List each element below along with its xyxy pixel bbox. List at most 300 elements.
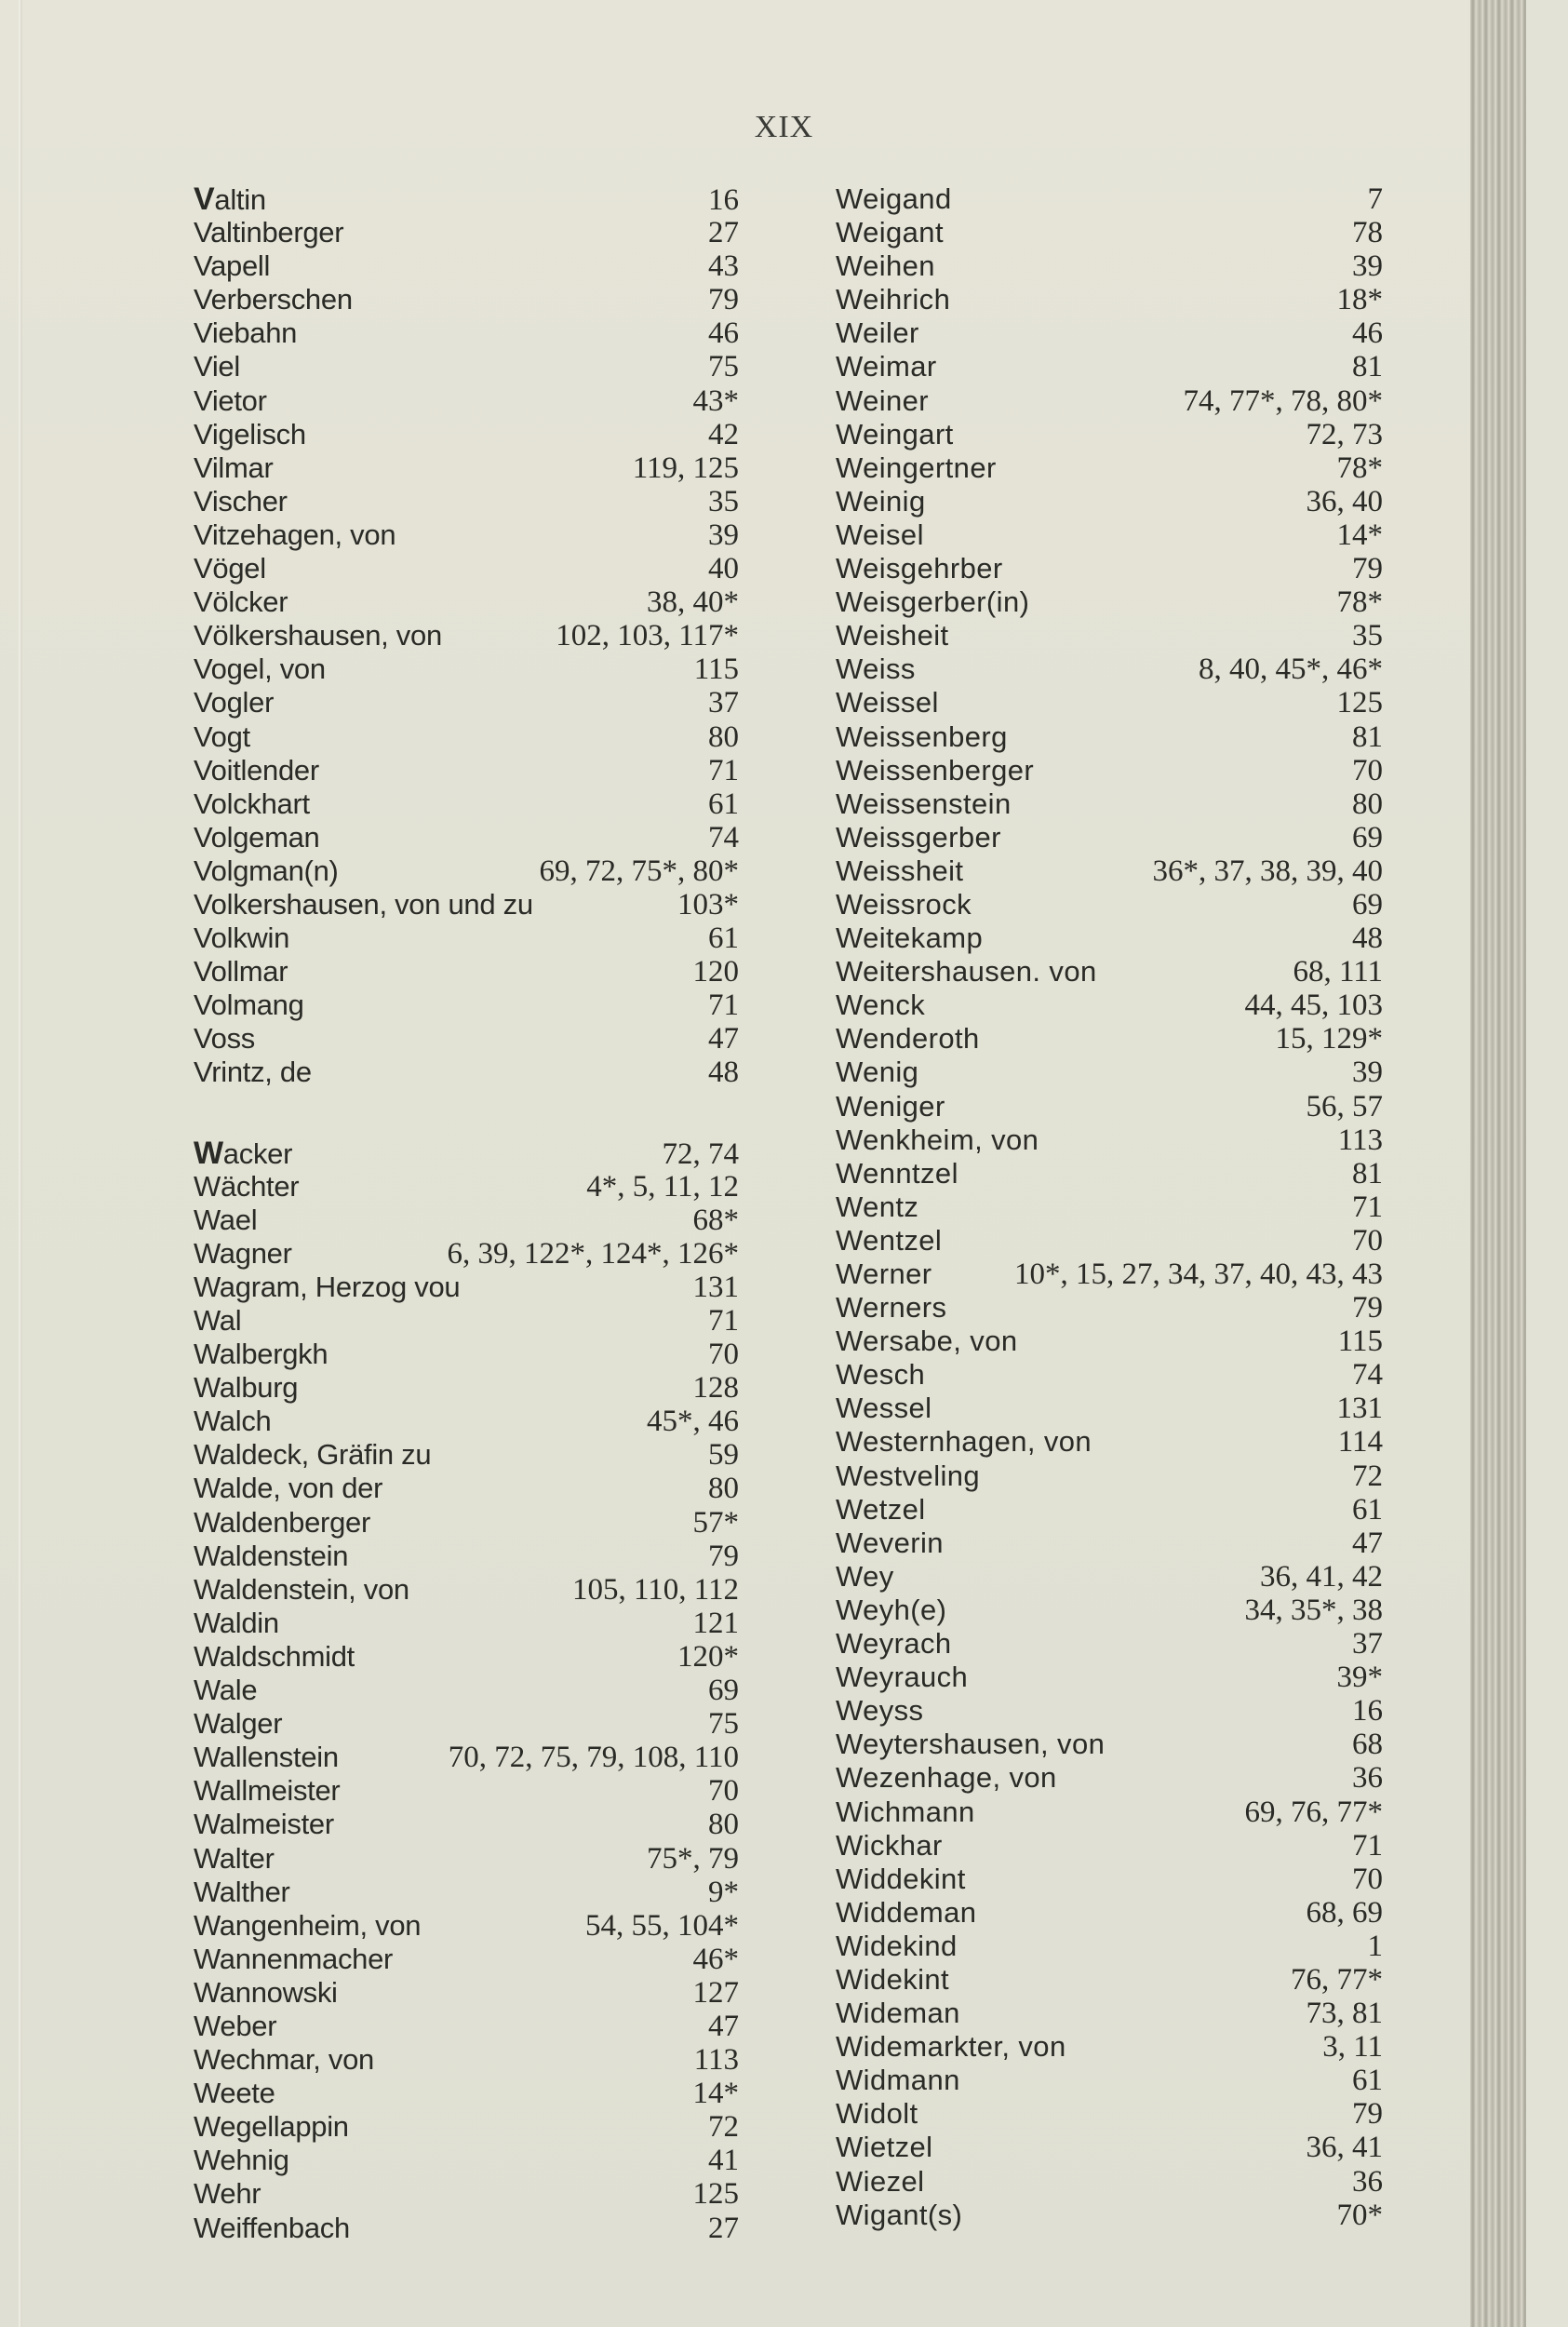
entry-pages: 39* (1336, 1661, 1383, 1695)
entry-pages: 78* (1336, 451, 1383, 485)
entry-name: Weigand (836, 182, 952, 215)
entry-name: Wichmann (836, 1795, 975, 1828)
entry-name: Weissenstein (836, 787, 1012, 820)
entry-name: Volgman(n) (194, 854, 339, 887)
entry-name: Weisel (836, 518, 924, 551)
entry-name: Waldin (194, 1606, 279, 1639)
entry-pages: 113 (1337, 1123, 1383, 1157)
entry-name: Wagner (194, 1236, 292, 1270)
entry-pages: 9* (708, 1875, 739, 1909)
entry-name: Weitekamp (836, 921, 984, 955)
entry-pages: 71 (708, 989, 739, 1023)
index-entry (194, 1237, 739, 1271)
entry-name: Weissheit (836, 854, 964, 887)
index-entry (194, 619, 739, 652)
entry-name: Wideman (836, 1997, 960, 2030)
entry-pages: 80 (1352, 787, 1383, 821)
entry-name: Wallmeister (194, 1774, 341, 1808)
entry-name: Wiezel (836, 2164, 925, 2198)
entry-pages: 48 (708, 1056, 739, 1090)
index-entry (836, 485, 1383, 518)
index-entry (836, 384, 1383, 418)
index-entry (194, 854, 739, 888)
entry-pages: 37 (1352, 1627, 1383, 1661)
index-entry (194, 787, 739, 821)
entry-pages: 79 (708, 283, 739, 317)
entry-name: Wael (194, 1203, 258, 1236)
entry-pages: 74, 77*, 78, 80* (1183, 383, 1383, 418)
entry-pages: 36, 41, 42 (1260, 1559, 1383, 1594)
index-column-left (194, 182, 739, 2245)
entry-name: Wey (836, 1559, 894, 1593)
entry-name: Wersabe, von (836, 1325, 1018, 1358)
index-entry (194, 1842, 739, 1876)
index-entry (194, 1674, 739, 1707)
index-entry (194, 1405, 739, 1438)
entry-pages: 36 (1352, 2164, 1383, 2199)
entry-name: Volckhart (194, 787, 310, 820)
index-entry (836, 1090, 1383, 1123)
index-entry (194, 989, 739, 1022)
index-entry (836, 585, 1383, 619)
index-entry (194, 821, 739, 854)
entry-name: Voss (194, 1022, 256, 1056)
entry-pages: 44, 45, 103 (1244, 989, 1383, 1023)
entry-pages: 73, 81 (1306, 1997, 1383, 2031)
entry-name: Wannowski (194, 1975, 338, 2009)
index-entry (836, 989, 1383, 1022)
entry-pages: 69, 76, 77* (1244, 1795, 1383, 1829)
index-entry (194, 1909, 739, 1943)
index-entry (194, 1304, 739, 1338)
index-entry (194, 1438, 739, 1472)
index-entry (836, 1527, 1383, 1560)
entry-name: Wenderoth (836, 1022, 980, 1056)
entry-pages: 125 (1336, 686, 1383, 720)
index-entry (836, 652, 1383, 686)
index-entry (836, 854, 1383, 888)
index-entry (194, 249, 739, 283)
index-entry (194, 1137, 739, 1170)
entry-name: Widekind (836, 1929, 958, 1962)
index-entry (836, 283, 1383, 316)
entry-name: Walther (194, 1875, 290, 1908)
index-entry (836, 821, 1383, 854)
entry-pages: 79 (1352, 1291, 1383, 1325)
entry-pages: 71 (708, 1304, 739, 1338)
entry-name: Weverin (836, 1526, 944, 1559)
entry-pages: 27 (708, 216, 739, 250)
entry-pages: 68 (1352, 1728, 1383, 1762)
entry-pages: 75*, 79 (647, 1841, 739, 1876)
entry-name: Viel (194, 350, 240, 383)
entry-pages: 16 (1352, 1694, 1383, 1728)
entry-pages: 41 (708, 2144, 739, 2178)
entry-pages: 115 (693, 652, 739, 687)
entry-name: Weber (194, 2009, 277, 2042)
index-entry (836, 1694, 1383, 1728)
entry-pages: 46 (1352, 316, 1383, 351)
entry-name: Volkershausen, von und zu (194, 887, 533, 921)
index-entry (194, 216, 739, 249)
entry-name: Weyrach (836, 1627, 952, 1661)
index-entry (836, 2131, 1383, 2164)
entry-pages: 36 (1352, 1761, 1383, 1796)
index-entry (194, 552, 739, 585)
entry-pages: 37 (708, 686, 739, 720)
entry-name: Walch (194, 1405, 272, 1438)
entry-name: Vrintz, de (194, 1056, 312, 1089)
index-entry (836, 552, 1383, 585)
entry-name: Widdeman (836, 1895, 977, 1929)
entry-pages: 39 (1352, 1056, 1383, 1090)
index-entry (194, 1943, 739, 1976)
entry-pages: 70, 72, 75, 79, 108, 110 (448, 1741, 739, 1775)
entry-name: Weissrock (836, 887, 972, 921)
entry-pages: 39 (1352, 249, 1383, 284)
index-entry (194, 2212, 739, 2245)
entry-name: Wehnig (194, 2144, 289, 2177)
entry-name: Volmang (194, 989, 304, 1022)
entry-name: Wale (194, 1674, 258, 1707)
index-entry (194, 1506, 739, 1540)
entry-pages: 74 (708, 820, 739, 854)
index-entry (836, 1829, 1383, 1863)
entry-name: Weyrauch (836, 1661, 969, 1694)
index-entry (836, 1224, 1383, 1258)
entry-name: Waldenstein (194, 1539, 349, 1572)
entry-pages: 68* (692, 1203, 739, 1237)
index-entry (836, 1963, 1383, 1997)
entry-pages: 78* (1336, 585, 1383, 620)
entry-name: Wacker (194, 1135, 293, 1171)
page-gutter (19, 0, 22, 2327)
entry-pages: 74 (1352, 1358, 1383, 1392)
index-entry (836, 720, 1383, 754)
entry-name: Werners (836, 1291, 947, 1325)
entry-name: Weisheit (836, 619, 949, 652)
index-entry (194, 1808, 739, 1841)
index-entry (194, 1876, 739, 1909)
entry-name: Weete (194, 2077, 275, 2110)
entry-name: Walger (194, 1707, 283, 1741)
index-entry (194, 2077, 739, 2110)
index-entry (836, 1258, 1383, 1291)
entry-name: Wentz (836, 1190, 919, 1223)
index-column-right (836, 182, 1383, 2232)
index-entry (194, 1170, 739, 1204)
entry-name: Wentzel (836, 1223, 943, 1257)
entry-name: Vischer (194, 484, 288, 518)
index-entry (194, 1741, 739, 1774)
index-entry (836, 2199, 1383, 2232)
entry-pages: 61 (708, 787, 739, 821)
entry-name: Völcker (194, 585, 288, 619)
entry-pages: 46 (708, 316, 739, 351)
entry-pages: 1 (1367, 1929, 1383, 1963)
index-entry (194, 1338, 739, 1371)
index-entry (836, 451, 1383, 485)
index-entry (194, 1022, 739, 1056)
entry-pages: 36, 40 (1306, 484, 1383, 518)
entry-name: Waldenberger (194, 1505, 370, 1539)
index-entry (194, 1976, 739, 2010)
entry-pages: 15, 129* (1275, 1022, 1383, 1056)
entry-pages: 79 (1352, 2097, 1383, 2132)
entry-pages: 14* (692, 2077, 739, 2111)
entry-name: Wächter (194, 1169, 300, 1203)
entry-pages: 70 (708, 1774, 739, 1809)
entry-name: Wechmar, von (194, 2043, 374, 2077)
index-entry (836, 1291, 1383, 1325)
entry-name: Vigelisch (194, 417, 306, 451)
entry-name: Weiffenbach (194, 2211, 350, 2244)
index-entry (836, 2097, 1383, 2131)
entry-pages: 47 (708, 2009, 739, 2043)
entry-name: Weissenberger (836, 753, 1035, 787)
index-entry (194, 585, 739, 619)
index-entry (194, 1540, 739, 1573)
entry-name: Walmeister (194, 1808, 334, 1841)
entry-pages: 120* (677, 1639, 739, 1674)
entry-name: Wallenstein (194, 1741, 339, 1774)
index-entry (194, 652, 739, 686)
entry-pages: 35 (1352, 619, 1383, 653)
entry-pages: 39 (708, 518, 739, 552)
index-entry (194, 451, 739, 485)
entry-name: Vitzehagen, von (194, 518, 396, 551)
entry-name: Wenntzel (836, 1156, 958, 1190)
index-entry (836, 1493, 1383, 1527)
index-entry (836, 921, 1383, 955)
index-entry (836, 955, 1383, 989)
index-entry (836, 1358, 1383, 1392)
entry-name: Weisgerber(in) (836, 585, 1030, 619)
entry-name: Waldschmidt (194, 1639, 355, 1673)
index-entry (194, 1640, 739, 1674)
entry-name: Volkwin (194, 921, 290, 955)
index-entry (194, 418, 739, 451)
index-entry (836, 1728, 1383, 1761)
page-number: XIX (754, 110, 814, 144)
entry-name: Widmann (836, 2064, 960, 2097)
entry-pages: 75 (708, 1707, 739, 1742)
entry-pages: 75 (708, 350, 739, 384)
entry-pages: 70* (1336, 2198, 1383, 2232)
entry-pages: 105, 110, 112 (571, 1572, 739, 1607)
index-entry (836, 1157, 1383, 1190)
index-entry (836, 1123, 1383, 1157)
entry-pages: 68, 69 (1306, 1895, 1383, 1930)
entry-name: Weissel (836, 686, 939, 720)
entry-name: Vögel (194, 552, 266, 585)
index-entry (194, 1472, 739, 1505)
entry-pages: 18* (1336, 283, 1383, 317)
entry-pages: 61 (708, 921, 739, 956)
entry-pages: 10*, 15, 27, 34, 37, 40, 43, 43 (1014, 1258, 1383, 1291)
entry-pages: 71 (708, 753, 739, 787)
entry-pages: 103* (677, 887, 739, 921)
entry-pages: 4*, 5, 11, 12 (586, 1169, 739, 1204)
entry-pages: 27 (708, 2211, 739, 2245)
entry-pages: 125 (692, 2177, 739, 2212)
index-entry (836, 1459, 1383, 1493)
entry-pages: 70 (1352, 1223, 1383, 1258)
entry-name: Wangenheim, von (194, 1908, 422, 1942)
index-entry (194, 1371, 739, 1405)
entry-pages: 72 (708, 2110, 739, 2145)
index-entry (194, 518, 739, 552)
entry-name: Weigant (836, 216, 944, 249)
entry-name: Wannenmacher (194, 1942, 394, 1975)
entry-name: Weisgehrber (836, 552, 1003, 585)
entry-pages: 8, 40, 45*, 46* (1199, 652, 1383, 687)
entry-pages: 69 (708, 1674, 739, 1708)
index-entry (836, 1392, 1383, 1425)
index-entry (836, 1022, 1383, 1056)
entry-name: Wagram, Herzog vou (194, 1270, 461, 1303)
entry-pages: 69 (1352, 820, 1383, 854)
page-edges (1470, 0, 1526, 2327)
index-entry (194, 316, 739, 350)
entry-name: Weihen (836, 249, 935, 283)
entry-name: Vollmar (194, 955, 288, 989)
entry-pages: 70 (1352, 1862, 1383, 1896)
entry-name: Weissenberg (836, 720, 1008, 753)
entry-name: Widemarkter, von (836, 2030, 1066, 2064)
index-entry (836, 686, 1383, 720)
section-initial: W (194, 1135, 223, 1171)
index-entry (194, 720, 739, 754)
entry-name: Walbergkh (194, 1338, 328, 1371)
index-entry (836, 1325, 1383, 1358)
entry-pages: 59 (708, 1438, 739, 1473)
entry-pages: 38, 40* (647, 585, 739, 620)
index-entry (836, 619, 1383, 652)
index-entry (836, 1863, 1383, 1896)
entry-pages: 113 (693, 2043, 739, 2078)
index-entry (836, 888, 1383, 921)
entry-pages: 131 (692, 1270, 739, 1304)
entry-pages: 34, 35*, 38 (1244, 1593, 1383, 1627)
entry-name: Vogt (194, 720, 250, 753)
entry-pages: 42 (708, 417, 739, 451)
entry-pages: 56, 57 (1306, 1089, 1383, 1123)
entry-name: Vilmar (194, 451, 274, 484)
index-entry (194, 1707, 739, 1741)
entry-pages: 45*, 46 (647, 1405, 739, 1439)
entry-pages: 79 (708, 1539, 739, 1573)
index-entry (194, 2144, 739, 2177)
entry-name: Wegellappin (194, 2110, 349, 2144)
entry-pages: 40 (708, 552, 739, 586)
entry-pages: 80 (708, 1472, 739, 1506)
index-entry (194, 2043, 739, 2077)
index-entry (836, 1761, 1383, 1795)
entry-pages: 61 (1352, 2064, 1383, 2098)
index-entry (194, 384, 739, 418)
entry-pages: 47 (1352, 1526, 1383, 1560)
entry-pages: 72, 73 (1306, 417, 1383, 451)
entry-name: Walburg (194, 1371, 299, 1405)
index-entry (836, 418, 1383, 451)
entry-name: Werner (836, 1258, 932, 1290)
index-entry (836, 1930, 1383, 1963)
entry-pages: 57* (692, 1505, 739, 1540)
entry-name: Volgeman (194, 820, 320, 854)
section-gap (194, 1090, 739, 1137)
entry-name: Westernhagen, von (836, 1425, 1092, 1459)
entry-pages: 70 (708, 1338, 739, 1372)
index-entry (194, 686, 739, 720)
entry-name: Wickhar (836, 1828, 943, 1862)
entry-name: Verberschen (194, 283, 353, 316)
entry-name: Wenck (836, 989, 926, 1022)
entry-pages: 81 (1352, 1156, 1383, 1190)
entry-pages: 80 (708, 720, 739, 754)
entry-pages: 3, 11 (1322, 2030, 1383, 2065)
entry-pages: 69, 72, 75*, 80* (539, 854, 739, 888)
index-entry (836, 1997, 1383, 2030)
entry-pages: 71 (1352, 1190, 1383, 1224)
entry-pages: 121 (692, 1606, 739, 1640)
entry-pages: 14* (1336, 518, 1383, 552)
index-entry (836, 182, 1383, 216)
entry-name: Waldeck, Gräfin zu (194, 1438, 432, 1472)
entry-name: Weitershausen. von (836, 955, 1097, 989)
entry-name: Valtinberger (194, 216, 344, 249)
entry-pages: 7 (1367, 182, 1383, 216)
entry-name: Wezenhage, von (836, 1761, 1057, 1795)
entry-name: Vietor (194, 383, 267, 417)
entry-pages: 114 (1337, 1425, 1383, 1459)
index-entry (194, 283, 739, 316)
entry-pages: 119, 125 (632, 451, 739, 485)
entry-pages: 120 (692, 955, 739, 989)
entry-pages: 68, 111 (1293, 955, 1383, 989)
entry-name: Weihrich (836, 283, 951, 316)
entry-pages: 79 (1352, 552, 1383, 586)
entry-pages: 47 (708, 1022, 739, 1056)
entry-name: Vogler (194, 686, 275, 720)
index-entry (836, 249, 1383, 283)
entry-pages: 72 (1352, 1459, 1383, 1493)
entry-name: Weytershausen, von (836, 1728, 1106, 1761)
entry-pages: 48 (1352, 921, 1383, 956)
index-entry (836, 1425, 1383, 1459)
entry-name: Widolt (836, 2097, 918, 2131)
entry-name: Weiler (836, 316, 919, 350)
entry-pages: 102, 103, 117* (556, 619, 739, 653)
index-entry (194, 485, 739, 518)
index-entry (836, 787, 1383, 821)
index-entry (836, 518, 1383, 552)
entry-name: Weimar (836, 350, 937, 383)
index-entry (194, 754, 739, 787)
entry-name: Wehr (194, 2177, 261, 2211)
entry-name: Vogel, von (194, 652, 326, 686)
index-entry (194, 2010, 739, 2043)
entry-pages: 81 (1352, 720, 1383, 754)
section-initial: V (194, 182, 215, 217)
entry-name: Weiss (836, 652, 916, 686)
index-entry (194, 888, 739, 921)
index-entry (194, 1607, 739, 1640)
entry-name: Wesch (836, 1358, 926, 1392)
entry-pages: 72, 74 (662, 1137, 739, 1171)
entry-pages: 127 (692, 1975, 739, 2010)
entry-pages: 43* (692, 383, 739, 418)
